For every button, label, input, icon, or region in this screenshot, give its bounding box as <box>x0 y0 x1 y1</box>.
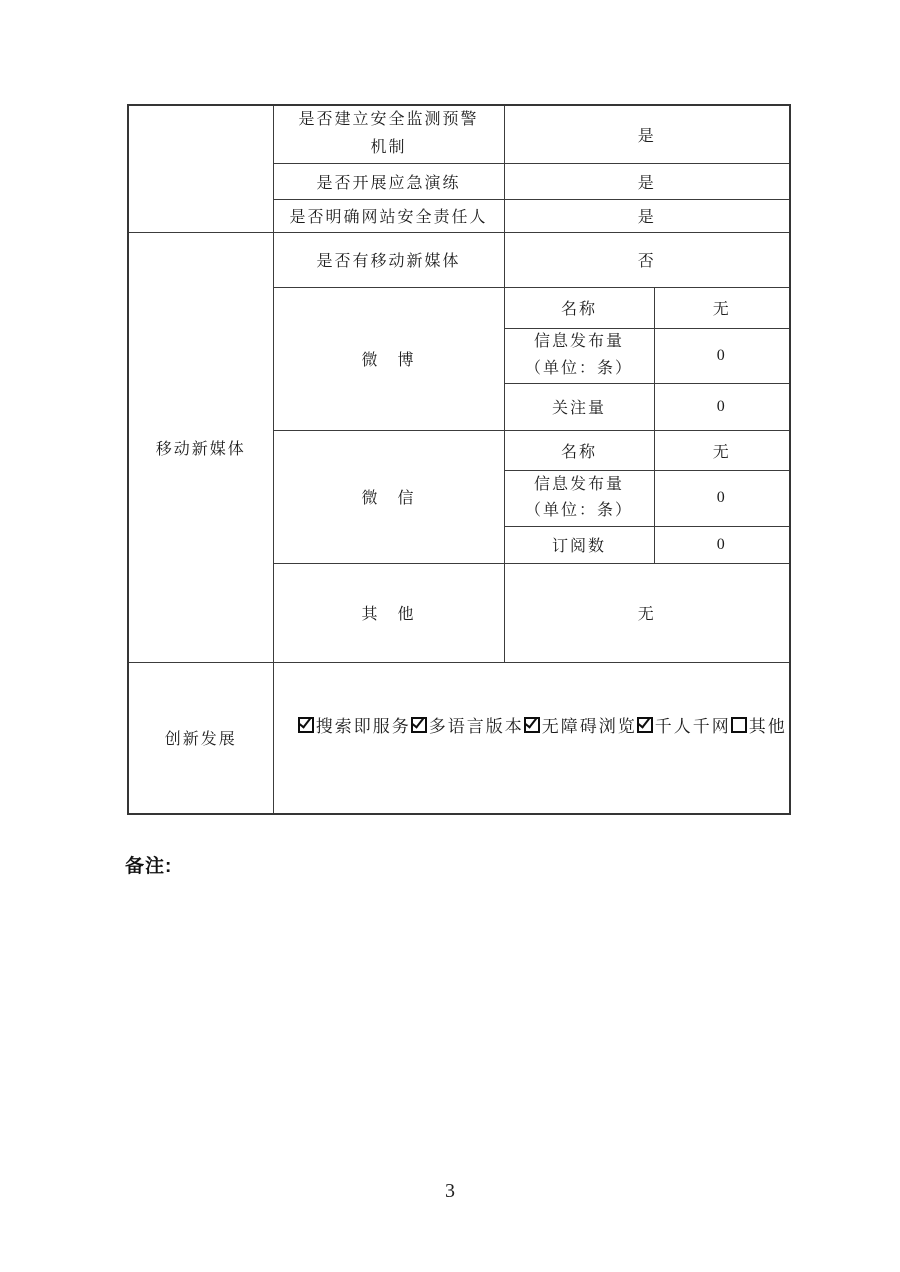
innovation-option <box>637 712 731 737</box>
checked-checkbox-icon <box>524 717 540 733</box>
security-row-label <box>273 105 504 163</box>
annual-report-table <box>127 104 791 815</box>
innovation-option <box>298 712 411 737</box>
wechat-cell: 微 信 <box>273 430 504 563</box>
weibo-name-value: 无 <box>654 287 790 328</box>
has-new-media-label: 是否有移动新媒体 <box>273 232 504 287</box>
innovation-option <box>731 712 787 737</box>
page-number: 3 <box>445 1180 455 1202</box>
unchecked-checkbox-icon <box>731 717 747 733</box>
checkbox-label: 其他 <box>748 717 787 737</box>
weibo-posts-label-text: 信息发布量 <box>533 333 624 351</box>
other-media-value: 无 <box>504 563 790 662</box>
weibo-posts-unit-text: （单位：条） <box>524 359 633 377</box>
innovation-option <box>524 712 637 737</box>
section-cell-mobile-media: 移动新媒体 <box>128 232 273 662</box>
other-media-label: 其 他 <box>273 563 504 662</box>
wechat-name-label: 名称 <box>504 430 654 470</box>
security-row-label-text: 是否建立安全监测预警机制 <box>298 111 479 157</box>
checkbox-label: 多语言版本 <box>428 717 524 737</box>
has-new-media-value: 否 <box>504 232 790 287</box>
checkbox-label: 搜索即服务 <box>315 717 411 737</box>
weibo-posts-value: 0 <box>654 328 790 383</box>
checked-checkbox-icon <box>298 717 314 733</box>
weibo-name-label: 名称 <box>504 287 654 328</box>
checked-checkbox-icon <box>411 717 427 733</box>
innovation-options <box>274 712 790 737</box>
wechat-subscribers-label: 订阅数 <box>504 526 654 563</box>
checked-checkbox-icon <box>637 717 653 733</box>
security-row-label: 是否明确网站安全责任人 <box>273 199 504 232</box>
section-cell-innovation: 创新发展 <box>128 662 273 814</box>
wechat-posts-value: 0 <box>654 470 790 526</box>
remarks-label: 备注: <box>125 856 173 877</box>
security-row-value: 是 <box>504 163 790 199</box>
checkbox-label: 无障碍浏览 <box>541 717 637 737</box>
innovation-option <box>411 712 524 737</box>
security-row-value: 是 <box>504 199 790 232</box>
security-row-value: 是 <box>504 105 790 163</box>
innovation-options-cell <box>273 662 790 814</box>
weibo-cell: 微 博 <box>273 287 504 430</box>
weibo-followers-value: 0 <box>654 383 790 430</box>
wechat-posts-unit-text: （单位：条） <box>524 502 633 519</box>
checkbox-label: 千人千网 <box>654 717 731 737</box>
wechat-subscribers-value: 0 <box>654 526 790 563</box>
wechat-posts-label <box>504 470 654 526</box>
section-cell-empty <box>128 105 273 232</box>
wechat-posts-label-text: 信息发布量 <box>533 475 624 493</box>
weibo-followers-label: 关注量 <box>504 383 654 430</box>
security-row-label: 是否开展应急演练 <box>273 163 504 199</box>
wechat-name-value: 无 <box>654 430 790 470</box>
weibo-posts-label <box>504 328 654 383</box>
